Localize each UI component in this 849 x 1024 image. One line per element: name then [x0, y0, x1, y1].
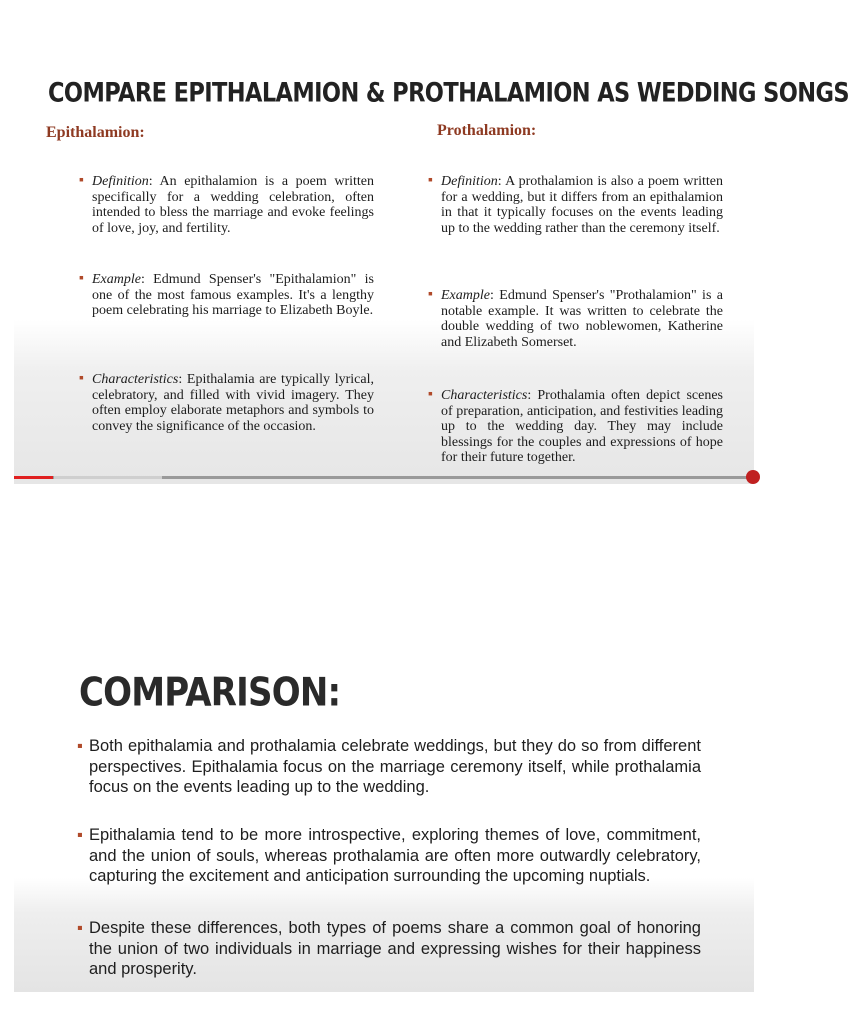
bullet-icon: ▪ — [79, 271, 84, 286]
bullet-icon: ▪ — [428, 173, 433, 188]
bullet-icon: ▪ — [77, 737, 83, 755]
epithalamion-column — [46, 124, 374, 434]
epithalamion-definition: ▪ Definition: An epithalamion is a poem written specifically for a wedding celebration, often intended to bless the marriage and evoke feelings of love, joy, and fertility. — [79, 173, 374, 236]
comparison-point-3: ▪ Despite these differences, both types of poems share a common goal of honoring the union of two individuals in marriage and expressing wishes for their happiness and prosperity. — [77, 919, 701, 978]
epithalamion-heading: Epithalamion: — [46, 124, 145, 141]
video-progress-bar[interactable] — [14, 476, 754, 479]
epithalamion-characteristics: ▪ Characteristics: Epithalamia are typically lyrical, celebratory, and filled with vivid imagery. They often employ elaborate metaphors and symbols to convey the significance of the occasion. — [79, 371, 374, 434]
scrubber-handle-icon[interactable] — [746, 470, 760, 484]
comparison-point-2: ▪ Epithalamia tend to be more introspective, exploring themes of love, commitment, and the union of souls, whereas prothalamia are often more outwardly celebratory, capturing the excitement and anticipation surrounding the upcoming nuptials. — [77, 826, 701, 885]
bullet-icon: ▪ — [79, 371, 84, 386]
bullet-icon: ▪ — [77, 919, 83, 937]
slide-comparison — [14, 636, 754, 992]
bullet-icon: ▪ — [428, 287, 433, 302]
comparison-title: COMPARISON: — [79, 670, 341, 716]
prothalamion-definition: ▪ Definition: A prothalamion is also a poem written for a wedding, but it differs from an epithalamion in that it typically focuses on the events leading up to the wedding rather than the ceremony itself. — [428, 173, 723, 236]
progress-buffer — [54, 476, 162, 479]
progress-played — [14, 476, 53, 479]
comparison-point-1: ▪ Both epithalamia and prothalamia celebrate weddings, but they do so from different perspectives. Epithalamia focus on the marriage ceremony itself, while prothalamia focus on the events leading up to the wedding. — [77, 737, 701, 796]
slide-title: COMPARE EPITHALAMION & PROTHALAMION AS WEDDING SONGS — [48, 78, 849, 109]
prothalamion-column — [428, 122, 723, 466]
bullet-icon: ▪ — [79, 173, 84, 188]
prothalamion-example: ▪ Example: Edmund Spenser's "Prothalamion" is a notable example. It was written to celebrate the double wedding of two noblewomen, Katherine and Elizabeth Somerset. — [428, 287, 723, 350]
prothalamion-heading: Prothalamion: — [437, 122, 537, 139]
bullet-icon: ▪ — [428, 387, 433, 402]
epithalamion-example: ▪ Example: Edmund Spenser's "Epithalamion" is one of the most famous examples. It's a lengthy poem celebrating his marriage to Elizabeth Boyle. — [79, 271, 374, 319]
bullet-icon: ▪ — [77, 826, 83, 844]
prothalamion-characteristics: ▪ Characteristics: Prothalamia often depict scenes of preparation, anticipation, and festivities leading up to the wedding day. They may include blessings for the couples and expressions of hope for their future together. — [428, 387, 723, 466]
slide-compare — [14, 52, 849, 484]
